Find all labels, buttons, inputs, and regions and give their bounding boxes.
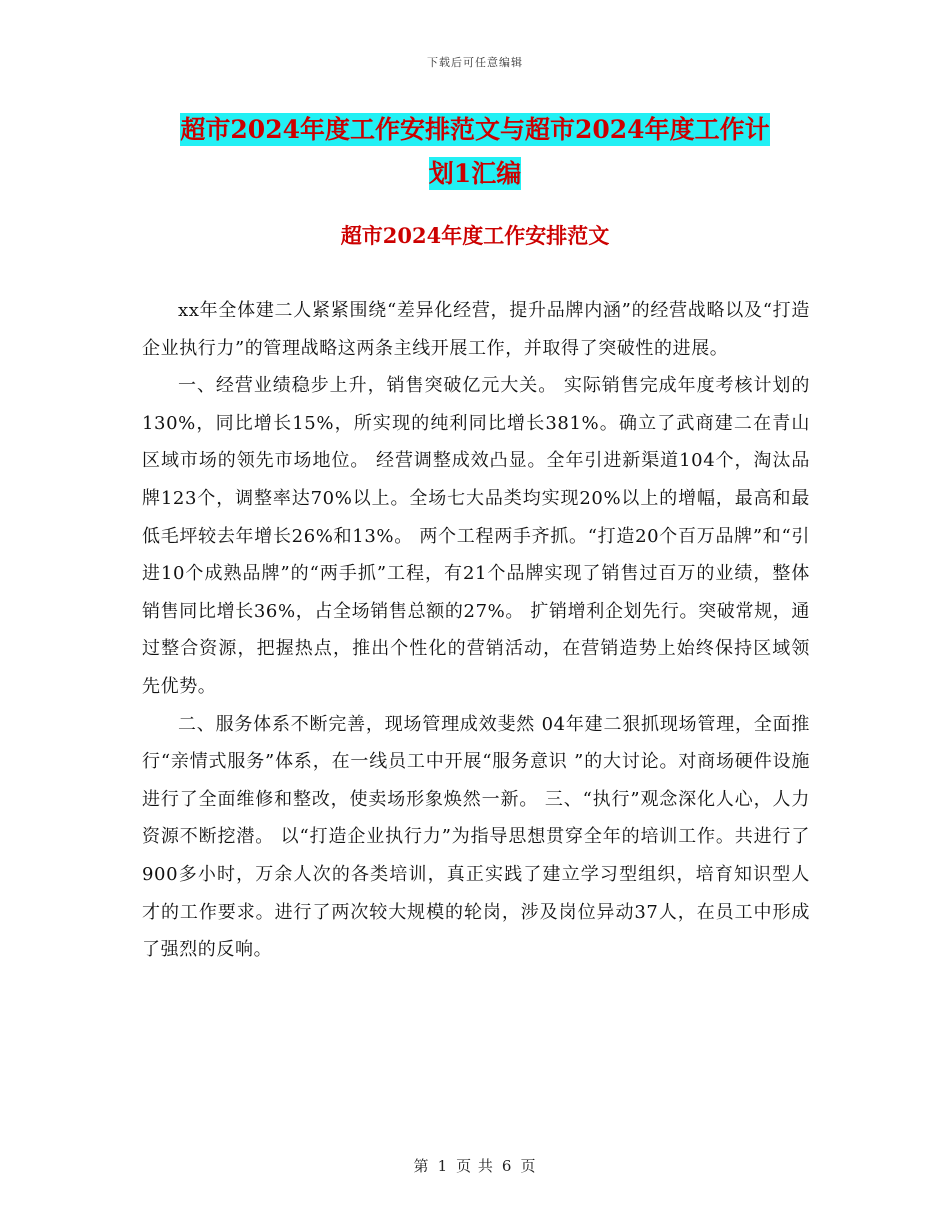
page-current: 1 (437, 1157, 449, 1175)
body-text (142, 292, 810, 969)
page-footer (0, 1155, 950, 1176)
page-prefix: 第 (413, 1157, 430, 1175)
page-total: 6 (501, 1157, 513, 1175)
document-title-line1: 超市2024年度工作安排范文与超市2024年度工作计 (180, 115, 770, 144)
page-suffix: 页 (520, 1157, 537, 1175)
page-mid: 页 共 (456, 1157, 494, 1175)
paragraph-service: 二、服务体系不断完善，现场管理成效斐然 04年建二狠抓现场管理，全面推行“亲情式服务”体系，在一线员工中开展“服务意识 ”的大讨论。对商场硬件设施进行了全面维修和整改，使卖场形象焕然一新。 三、“执行”观念深化人心，人力资源不断挖潜。 以“打造企业执行力”为指导思想贯穿全年的培训工作。共进行了900多小时，万余人次的各类培训，真正实践了建立学习型组织，培育知识型人才的工作要求。进行了两次较大规模的轮岗，涉及岗位异动37人，在员工中形成了强烈的反响。 (142, 713, 810, 961)
paragraph-intro: xx年全体建二人紧紧围绕“差异化经营，提升品牌内涵”的经营战略以及“打造企业执行力”的管理战略这两条主线开展工作，并取得了突破性的进展。 (142, 300, 810, 359)
section-title: 超市2024年度工作安排范文 (340, 223, 610, 248)
paragraph-business: 一、经营业绩稳步上升，销售突破亿元大关。 实际销售完成年度考核计划的130%，同比增长15%，所实现的纯利同比增长381%。确立了武商建二在青山区域市场的领先市场地位。 经营调整成效凸显。全年引进新渠道104个，淘汰品牌123个，调整率达70%以上。全场七大品类均实现20%以上的增幅，最高和最低毛坪较去年增长26%和13%。 两个工程两手齐抓。“打造20个百万品牌”和“引进10个成熟品牌”的“两手抓”工程，有21个品牌实现了销售过百万的业绩，整体销售同比增长36%，占全场销售总额的27%。 扩销增利企划先行。突破常规，通过整合资源，把握热点，推出个性化的营销活动，在营销造势上始终保持区域领先优势。 (142, 375, 810, 697)
header-note: 下载后可任意编辑 (427, 56, 523, 69)
document-title-line2: 划1汇编 (428, 159, 522, 188)
document-title (140, 108, 810, 196)
